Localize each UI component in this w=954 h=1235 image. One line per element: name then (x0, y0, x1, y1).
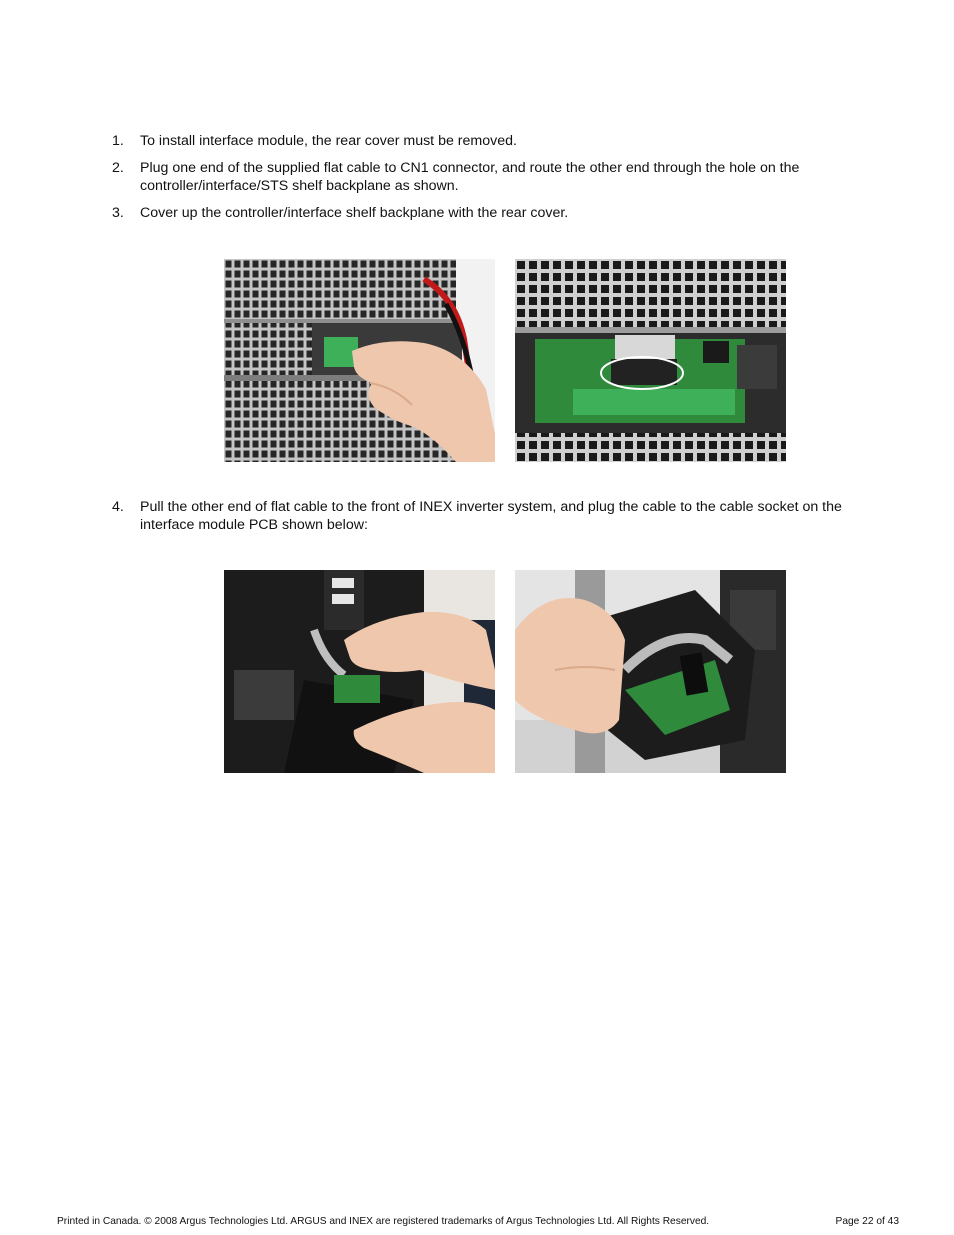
install-steps-part1 (112, 132, 892, 231)
step-4 (112, 498, 892, 534)
step-number: 3. (112, 205, 124, 221)
step-2 (112, 159, 892, 195)
page-number: Page 22 of 43 (835, 1216, 899, 1227)
photo-cn1-connector-closeup (515, 259, 786, 462)
step-text: To install interface module, the rear cover must be removed. (140, 133, 517, 149)
footer-copyright: Printed in Canada. © 2008 Argus Technologies Ltd. ARGUS and INEX are registered trademarks of Argus Technologies Ltd. All Rights Reserved. (57, 1216, 710, 1227)
page-footer (57, 1216, 899, 1228)
step-text: Cover up the controller/interface shelf backplane with the rear cover. (140, 205, 569, 221)
step-number: 2. (112, 160, 124, 176)
photo-plug-cable-socket-pcb (515, 570, 786, 773)
step-number: 1. (112, 133, 124, 149)
step-3 (112, 204, 892, 222)
photo-plug-cn1-connector (224, 259, 495, 462)
photo-cable-to-front (224, 570, 495, 773)
step-text: Plug one end of the supplied flat cable to CN1 connector, and route the other end through the hole on the controller/interface/STS shelf backplane as shown. (140, 160, 800, 194)
step-text: Pull the other end of flat cable to the front of INEX inverter system, and plug the cable to the cable socket on the interface module PCB shown below: (140, 499, 842, 533)
install-steps-part2 (112, 498, 892, 534)
step-number: 4. (112, 499, 124, 515)
step-1 (112, 132, 892, 150)
